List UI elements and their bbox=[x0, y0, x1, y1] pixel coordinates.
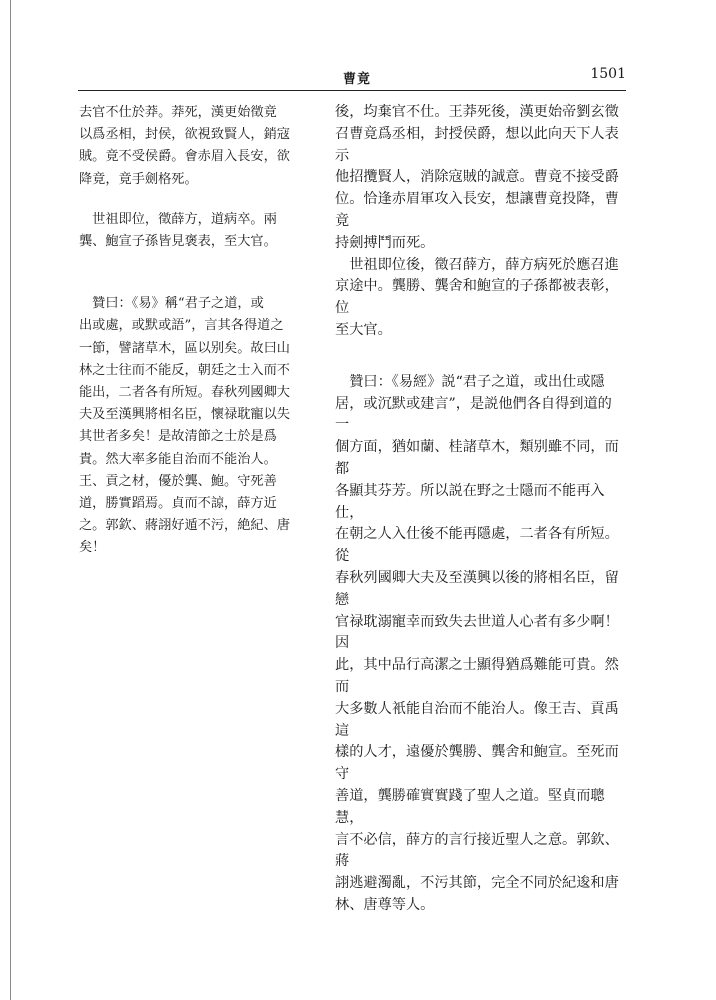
translation-paragraph: 後，均棄官不仕。王莽死後，漢更始帝劉玄徵 召曹竟爲丞相，封授侯爵，想以此向天下人表示 他招攬賢人，消除寇賊的誠意。曹竟不接受爵 位。恰逢赤眉軍攻入長安，想讓曹竟投降，曹竟 持劍搏鬥而死。 bbox=[335, 104, 619, 251]
header-rule bbox=[78, 90, 626, 91]
header-title: 曹竟 bbox=[343, 72, 372, 87]
page-edge-line bbox=[10, 0, 11, 1000]
classical-paragraph: 世祖即位，徵薛方，道病卒。兩 龔、鮑宣子孫皆見褒表，至大官。 bbox=[79, 211, 277, 250]
classical-paragraph: 贊曰：《易》稱“君子之道，或 出或處，或默或語”，言其各得道之 一節，譬諸草木，區以别矣。故曰山 林之士往而不能反，朝廷之士入而不 能出，二者各有所短。春秋列國卿大 夫及至漢興將相名臣，懷禄耽寵以失 其世者多矣！是故清節之士於是爲 貴。然大率多能自治而不能治人。 王、貢之材，優於龔、鮑。守死善 道，勝實蹈焉。貞而不諒，薛方近 之。郭欽、蔣詡好遁不污，絶紀、唐 矣！ bbox=[79, 296, 290, 556]
translation-text-column bbox=[335, 102, 625, 917]
classical-paragraph: 去官不仕於莽。莽死，漢更始徵竟 以爲丞相，封侯，欲視致賢人，銷寇 賊。竟不受侯爵。會赤眉入長安，欲 降竟，竟手劍格死。 bbox=[79, 105, 290, 187]
translation-paragraph: 世祖即位後，徵召薛方，薛方病死於應召進 京途中。龔勝、龔舍和鮑宣的子孫都被表彰，位 至大官。 bbox=[335, 256, 619, 338]
classical-text-column bbox=[79, 102, 319, 560]
translation-paragraph: 贊曰：《易經》説“君子之道，或出仕或隱 居，或沉默或建言”，是説他們各自得到道的一 個方面，猶如蘭、桂諸草木，類别雖不同，而都 各顯其芬芳。所以説在野之士隱而不能再入仕， 在朝之人入仕後不能再隱處，二者各有所短。從 春秋列國卿大夫及至漢興以後的將相名臣，留戀 官禄耽溺寵幸而致失去世道人心者有多少啊！因 此，其中品行高潔之士顯得猶爲難能可貴。然而 大多數人衹能自治而不能治人。像王吉、貢禹這 樣的人才，遠優於龔勝、龔舍和鮑宣。至死而守 善道，龔勝確實實踐了聖人之道。堅貞而聰慧， 言不必信，薛方的言行接近聖人之意。郭欽、蔣 詡逃避濁亂，不污其節，完全不同於紀逡和唐 林、唐尊等人。 bbox=[335, 373, 619, 913]
page-number: 1501 bbox=[590, 66, 626, 82]
running-header bbox=[78, 66, 626, 86]
